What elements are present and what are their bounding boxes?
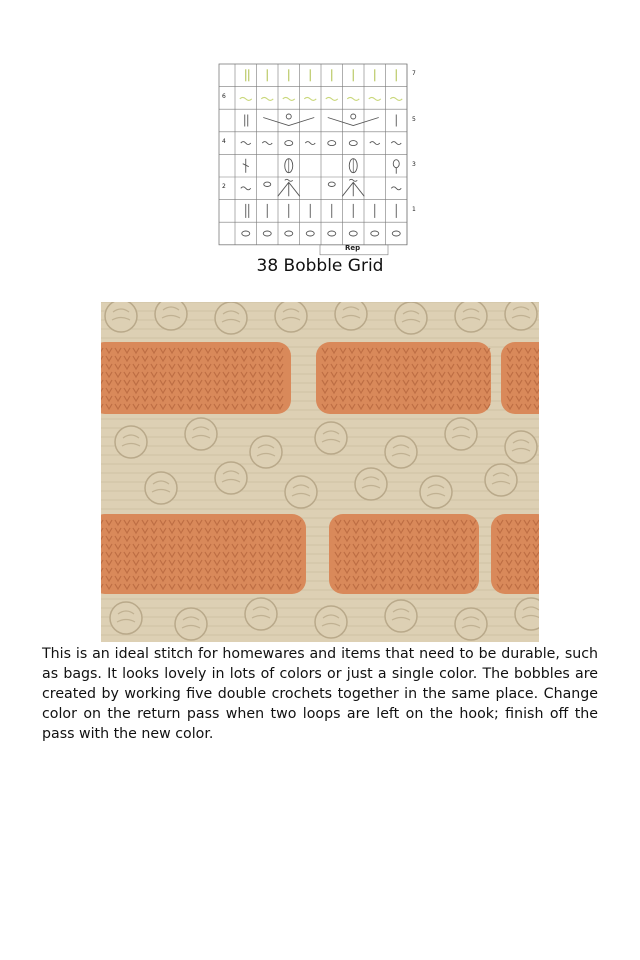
row-number-3: 3: [412, 161, 416, 168]
chain-symbol: [285, 231, 293, 236]
bobble: [215, 462, 247, 494]
stitch-chart: [215, 60, 425, 256]
bobble: [385, 436, 417, 468]
chain-symbol: [349, 231, 357, 236]
orange-color-block: [101, 514, 306, 594]
chain-symbol: [371, 231, 379, 236]
row-number-2: 2: [222, 183, 226, 190]
bobble-symbol: [393, 160, 399, 168]
return-pass-symbol: [370, 142, 380, 145]
return-pass-symbol: [285, 179, 293, 181]
increase-symbol: [278, 182, 300, 196]
chain-symbol: [286, 114, 291, 119]
pattern-title: 38 Bobble Grid: [256, 256, 384, 276]
chain-symbol: [328, 231, 336, 236]
repeat-label: Rep: [345, 244, 361, 252]
bobble: [455, 608, 487, 640]
bobble: [385, 600, 417, 632]
pattern-description: This is an ideal stitch for homewares and items that need to be durable, such as bags. It looks lovely in lots of colors or just a single color. The bobbles are created by working five double crochets together in the same place. Change color on the return pass when two loops are left on the hook; finish off the pass with the new color.: [42, 646, 598, 742]
return-pass-symbol: [391, 187, 401, 190]
return-pass-symbol: [304, 97, 316, 100]
row-number-4: 4: [222, 138, 226, 145]
bobble: [215, 302, 247, 334]
bobble: [445, 418, 477, 450]
swatch-photo: [101, 302, 539, 642]
return-pass-symbol: [241, 187, 251, 190]
return-pass-symbol: [326, 97, 338, 100]
return-pass-symbol: [390, 97, 402, 100]
chain-symbol: [242, 231, 250, 236]
chain-symbol: [328, 182, 335, 186]
bobble: [515, 598, 539, 630]
return-pass-symbol: [261, 97, 273, 100]
chart-grid: [219, 64, 407, 255]
bobble: [355, 468, 387, 500]
chain-symbol: [328, 141, 336, 146]
bobble: [505, 431, 537, 463]
increase-symbol: [342, 182, 364, 196]
bobble: [315, 422, 347, 454]
return-pass-symbol: [347, 97, 359, 100]
bobble: [145, 472, 177, 504]
bobble: [110, 602, 142, 634]
return-pass-symbol: [240, 97, 252, 100]
bobble: [420, 476, 452, 508]
return-pass-symbol: [305, 142, 315, 145]
return-pass-symbol: [241, 142, 251, 145]
bobble: [245, 598, 277, 630]
tps-symbol: [243, 159, 249, 173]
bobble: [395, 302, 427, 334]
bobble: [285, 476, 317, 508]
bobble: [115, 426, 147, 458]
swatch-photo-svg: [101, 302, 539, 642]
row-number-5: 5: [412, 116, 416, 123]
return-pass-symbol: [262, 142, 272, 145]
chain-symbol: [351, 114, 356, 119]
bobble: [315, 606, 347, 638]
chain-symbol: [306, 231, 314, 236]
chain-symbol: [349, 141, 357, 146]
bobble: [250, 436, 282, 468]
return-pass-symbol: [283, 97, 295, 100]
return-pass-symbol: [391, 142, 401, 145]
return-pass-symbol: [369, 97, 381, 100]
chain-symbol: [392, 231, 400, 236]
row-number-1: 1: [412, 206, 416, 213]
chain-symbol: [263, 231, 271, 236]
chain-symbol: [285, 141, 293, 146]
bobble: [185, 418, 217, 450]
row-number-6: 6: [222, 93, 226, 100]
row-number-7: 7: [412, 70, 416, 77]
chain-symbol: [264, 182, 271, 186]
return-pass-symbol: [349, 179, 357, 181]
stitch-chart-svg: [215, 60, 425, 256]
bobble: [485, 464, 517, 496]
orange-color-block: [501, 342, 539, 414]
bobble: [175, 608, 207, 640]
